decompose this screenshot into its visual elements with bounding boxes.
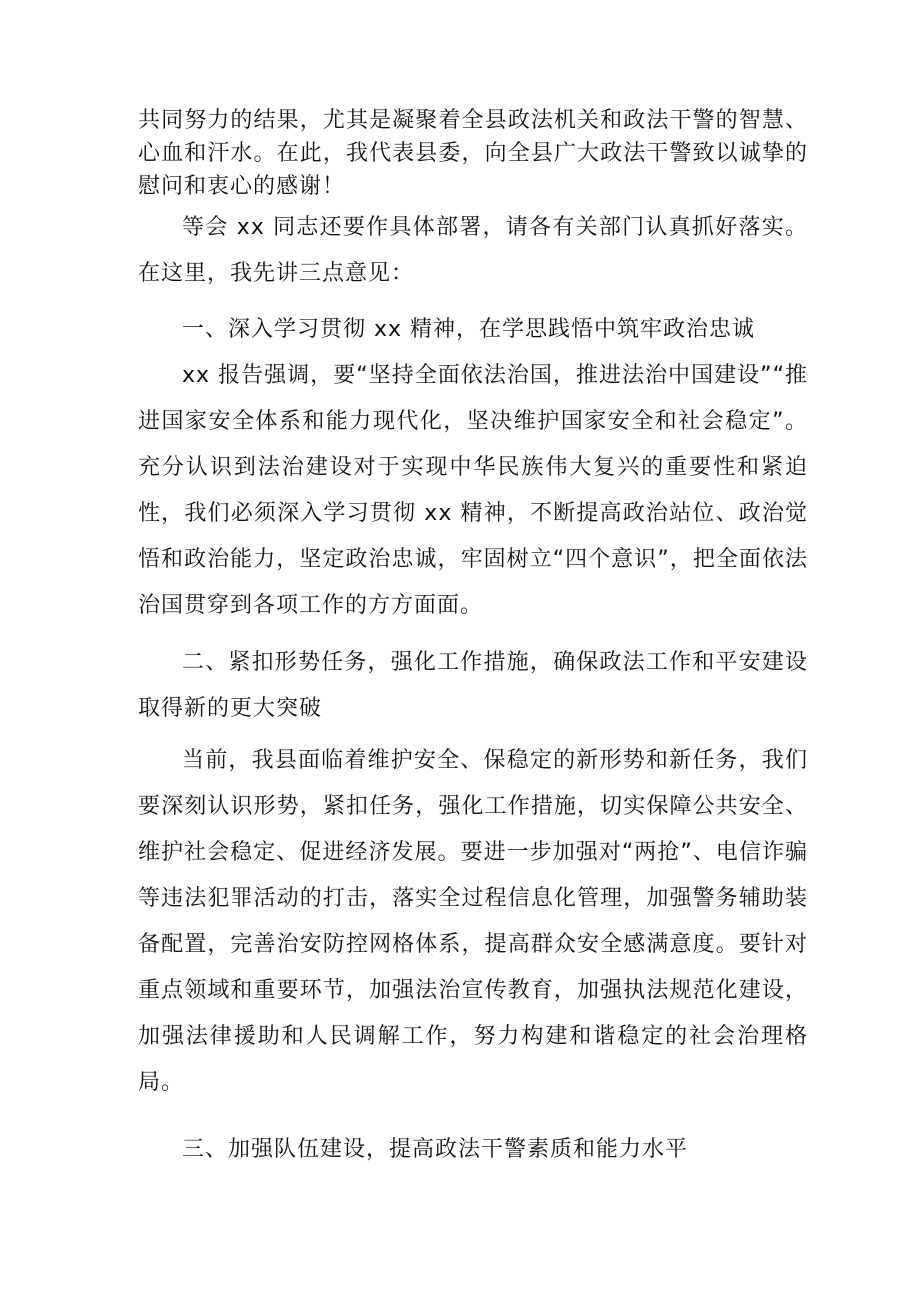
section-heading-1: 一、深入学习贯彻 xx 精神，在学思践悟中筑牢政治忠诚 (182, 317, 756, 342)
section-heading-2: 二、紧扣形势任务，强化工作措施，确保政法工作和平安建设取得新的更大突破 (138, 650, 808, 721)
paragraph-thanks: 共同努力的结果，尤其是凝聚着全县政法机关和政法干警的智慧、心血和汗水。在此，我代表县委，向全县广大政法干警致以诚挚的慰问和衷心的感谢！ (138, 108, 808, 199)
paragraph-deployment: 等会 xx 同志还要作具体部署，请各有关部门认真抓好落实。在这里，我先讲三点意见： (138, 215, 808, 286)
section-heading-3: 三、加强队伍建设，提高政法干警素质和能力水平 (182, 1137, 689, 1162)
paragraph-section-1: xx 报告强调，要“坚持全面依法治国，推进法治中国建设”“推进国家安全体系和能力现代化，坚决维护国家安全和社会稳定”。充分认识到法治建设对于实现中华民族伟大复兴的重要性和紧迫性，我们必须深入学习贯彻 xx 精神，不断提高政治站位、政治觉悟和政治能力，坚定政治忠诚，牢固树立“四个意识”，把全面依法治国贯穿到各项工作的方方面面。 (138, 363, 808, 618)
paragraph-section-2: 当前，我县面临着维护安全、保稳定的新形势和新任务，我们要深刻认识形势，紧扣任务，强化工作措施，切实保障公共安全、维护社会稳定、促进经济发展。要进一步加强对“两抢”、电信诈骗等违法犯罪活动的打击，落实全过程信息化管理，加强警务辅助装备配置，完善治安防控网格体系，提高群众安全感满意度。要针对重点领域和重要环节，加强法治宣传教育，加强执法规范化建设，加强法律援助和人民调解工作，努力构建和谐稳定的社会治理格局。 (138, 748, 808, 1095)
